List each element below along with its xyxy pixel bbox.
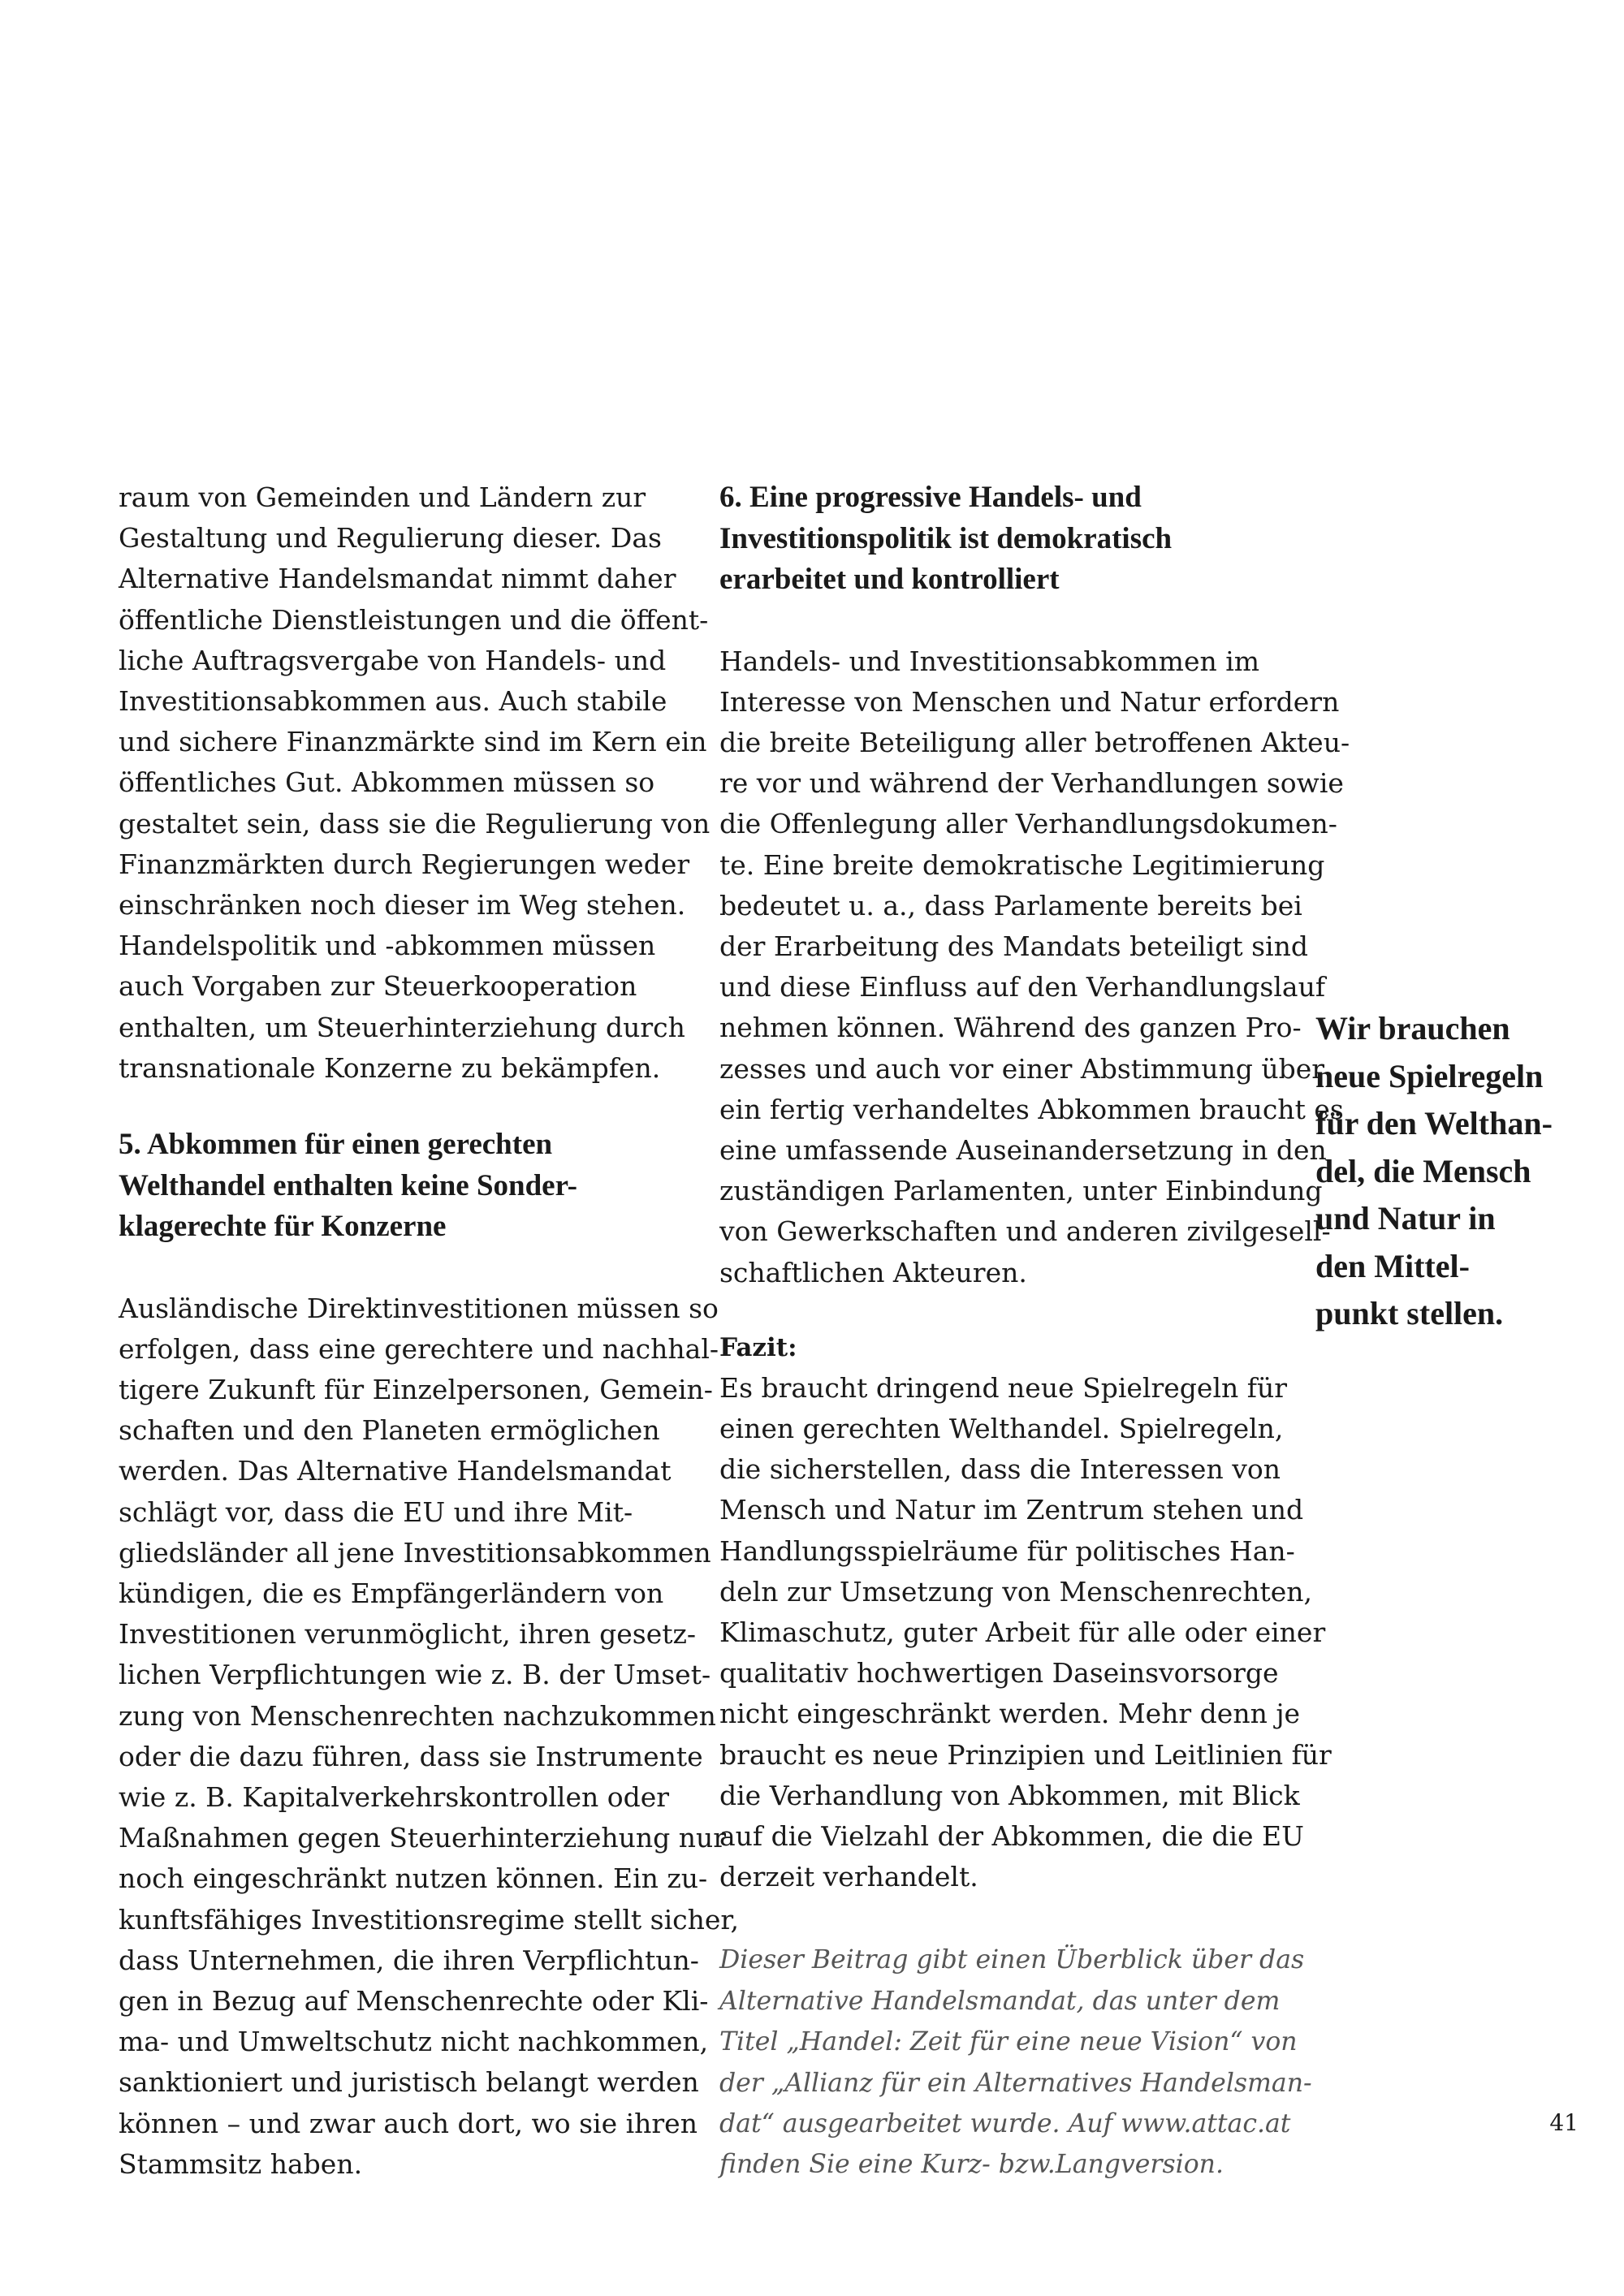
text-line: von Gewerkschaften und anderen zivilgesell- [719, 1215, 1331, 1248]
text-line: Handels- und Investitionsabkommen im [719, 645, 1260, 677]
fazit-paragraph [719, 1368, 1332, 1898]
heading-line: 5. Abkommen für einen gerechten [119, 1128, 553, 1162]
text-line: Handelspolitik und -abkommen müssen [119, 930, 656, 962]
text-line: gestaltet sein, dass sie die Regulierung von [119, 807, 710, 839]
spacer [719, 601, 1296, 641]
text-line: die breite Beteiligung aller betroffenen Akteu- [719, 726, 1350, 758]
text-line: bedeutet u. a., dass Parlamente bereits bei [719, 889, 1302, 921]
text-line: Ausländische Direktinvestitionen müssen so [119, 1292, 719, 1324]
text-line: eine umfassende Auseinandersetzung in den [719, 1133, 1327, 1166]
section-5-heading [119, 1124, 687, 1248]
text-line: wie z. B. Kapitalverkehrskontrollen oder [119, 1780, 670, 1813]
fazit-label: Fazit: [719, 1332, 797, 1362]
text-line: Es braucht dringend neue Spielregeln für [719, 1371, 1287, 1404]
text-line: schlägt vor, dass die EU und ihre Mit- [119, 1495, 633, 1528]
text-line: kunftsfähiges Investitionsregime stellt sicher, [119, 1903, 740, 1936]
text-line: Klimaschutz, guter Arbeit für alle oder einer [719, 1616, 1326, 1648]
text-line: noch eingeschränkt nutzen können. Ein zu- [119, 1862, 708, 1895]
spacer [719, 1897, 1296, 1940]
text-line: Investitionsabkommen aus. Auch stabile [119, 685, 667, 718]
section-6-heading [719, 477, 1296, 601]
text-line: öffentliche Dienstleistungen und die öffent- [119, 603, 709, 636]
heading-line: 6. Eine progressive Handels- und [719, 481, 1142, 514]
pull-quote-line: für den Welthan- [1315, 1105, 1553, 1142]
text-line: derzeit verhandelt. [719, 1861, 978, 1893]
text-line: ma- und Umweltschutz nicht nachkommen, [119, 2026, 709, 2058]
text-line: können – und zwar auch dort, wo sie ihren [119, 2107, 698, 2139]
text-line: Maßnahmen gegen Steuerhinterziehung nur [119, 1822, 727, 1854]
text-line: transnationale Konzerne zu bekämpfen. [119, 1051, 661, 1084]
middle-column [719, 477, 1350, 2186]
text-line: te. Eine breite demokratische Legitimierung [719, 848, 1325, 881]
heading-line: Welthandel enthalten keine Sonder- [119, 1168, 577, 1202]
pull-quote-line: punkt stellen. [1315, 1295, 1504, 1331]
note-line: Titel „Handel: Zeit für eine neue Vision“ von [719, 2027, 1298, 2057]
spacer [719, 1293, 1296, 1327]
pull-quote-line: und Natur in [1315, 1200, 1496, 1236]
pull-quote-line: den Mittel- [1315, 1247, 1470, 1284]
text-line: zesses und auch vor einer Abstimmung über [719, 1052, 1325, 1085]
text-line: gliedsländer all jene Investitionsabkommen [119, 1536, 711, 1569]
text-line: Investitionen verunmöglicht, ihren gesetz- [119, 1618, 697, 1651]
text-line: auf die Vielzahl der Abkommen, die die EU [719, 1819, 1304, 1852]
text-line: Interesse von Menschen und Natur erfordern [719, 685, 1340, 718]
text-line: die Verhandlung von Abkommen, mit Blick [719, 1779, 1300, 1811]
text-line: schaften und den Planeten ermöglichen [119, 1414, 660, 1447]
text-line: oder die dazu führen, dass sie Instrumente [119, 1740, 703, 1772]
source-note [719, 1940, 1312, 2185]
left-column [119, 477, 740, 2185]
text-line: zung von Menschenrechten nachzukommen [119, 1699, 716, 1732]
text-line: tigere Zukunft für Einzelpersonen, Gemein- [119, 1373, 713, 1405]
text-line: einen gerechten Welthandel. Spielregeln, [719, 1412, 1284, 1444]
pull-quote-line: Wir brauchen [1315, 1010, 1510, 1047]
text-line: einschränken noch dieser im Weg stehen. [119, 889, 686, 921]
text-line: Stammsitz haben. [119, 2147, 363, 2180]
text-line: schaftlichen Akteuren. [719, 1256, 1027, 1288]
text-line: braucht es neue Prinzipien und Leitlinien für [719, 1738, 1332, 1771]
text-line: ein fertig verhandeltes Abkommen braucht es [719, 1093, 1344, 1125]
note-line: Alternative Handelsmandat, das unter dem [719, 1986, 1281, 2016]
text-line: Handlungsspielräume für politisches Han- [719, 1534, 1295, 1567]
note-line: Dieser Beitrag gibt einen Überblick über das [719, 1945, 1305, 1975]
page-number: 41 [1549, 2109, 1579, 2136]
text-line: erfolgen, dass eine gerechtere und nachhal- [119, 1332, 719, 1365]
intro-paragraph [119, 477, 710, 1089]
section-6-body [719, 641, 1350, 1293]
text-line: lichen Verpflichtungen wie z. B. der Umset- [119, 1659, 711, 1691]
note-line: finden Sie eine Kurz- bzw.Langversion. [719, 2150, 1224, 2180]
spacer [119, 1248, 687, 1288]
text-line: Alternative Handelsmandat nimmt daher [119, 563, 676, 595]
text-line: Mensch und Natur im Zentrum stehen und [719, 1494, 1304, 1526]
pull-quote-line: neue Spielregeln [1315, 1057, 1544, 1094]
text-line: die sicherstellen, dass die Interessen von [719, 1453, 1281, 1486]
text-line: öffentliches Gut. Abkommen müssen so [119, 766, 655, 799]
text-line: auch Vorgaben zur Steuerkooperation [119, 970, 637, 1003]
text-line: und sichere Finanzmärkte sind im Kern ein [119, 726, 707, 758]
text-line: sanktioniert und juristisch belangt werden [119, 2066, 699, 2099]
text-line: kündigen, die es Empfängerländern von [119, 1577, 664, 1609]
text-line: Finanzmärkten durch Regierungen weder [119, 848, 690, 880]
text-line: werden. Das Alternative Handelsmandat [119, 1455, 672, 1487]
note-line: dat“ ausgearbeitet wurde. Auf www.attac.at [719, 2109, 1291, 2139]
text-line: qualitativ hochwertigen Daseinsvorsorge [719, 1657, 1279, 1690]
note-line: der „Allianz für ein Alternatives Handelsman- [719, 2068, 1312, 2098]
text-line: und diese Einfluss auf den Verhandlungslauf [719, 971, 1326, 1003]
pull-quote-line: del, die Mensch [1315, 1152, 1531, 1189]
heading-line: erarbeitet und kontrolliert [719, 563, 1060, 596]
text-line: nehmen können. Während des ganzen Pro- [719, 1012, 1302, 1044]
text-line: der Erarbeitung des Mandats beteiligt sind [719, 930, 1308, 962]
text-line: die Offenlegung aller Verhandlungsdokumen- [719, 808, 1337, 840]
text-line: deln zur Umsetzung von Menschenrechten, [719, 1575, 1313, 1608]
text-line: nicht eingeschränkt werden. Mehr denn je [719, 1698, 1301, 1730]
pull-quote [1315, 1005, 1559, 1338]
text-line: enthalten, um Steuerhinterziehung durch [119, 1011, 685, 1043]
text-line: Gestaltung und Regulierung dieser. Das [119, 522, 662, 555]
heading-line: klagerechte für Konzerne [119, 1210, 447, 1244]
section-5-body [119, 1288, 740, 2185]
text-line: zuständigen Parlamenten, unter Einbindung [719, 1175, 1323, 1207]
text-line: dass Unternehmen, die ihren Verpflichtun- [119, 1944, 699, 1976]
text-line: liche Auftragsvergabe von Handels- und [119, 644, 667, 676]
spacer [119, 1089, 687, 1124]
text-line: re vor und während der Verhandlungen sowie [719, 767, 1344, 800]
text-line: gen in Bezug auf Menschenrechte oder Kli- [119, 1985, 709, 2017]
heading-line: Investitionspolitik ist demokratisch [719, 521, 1173, 555]
text-line: raum von Gemeinden und Ländern zur [119, 481, 646, 513]
